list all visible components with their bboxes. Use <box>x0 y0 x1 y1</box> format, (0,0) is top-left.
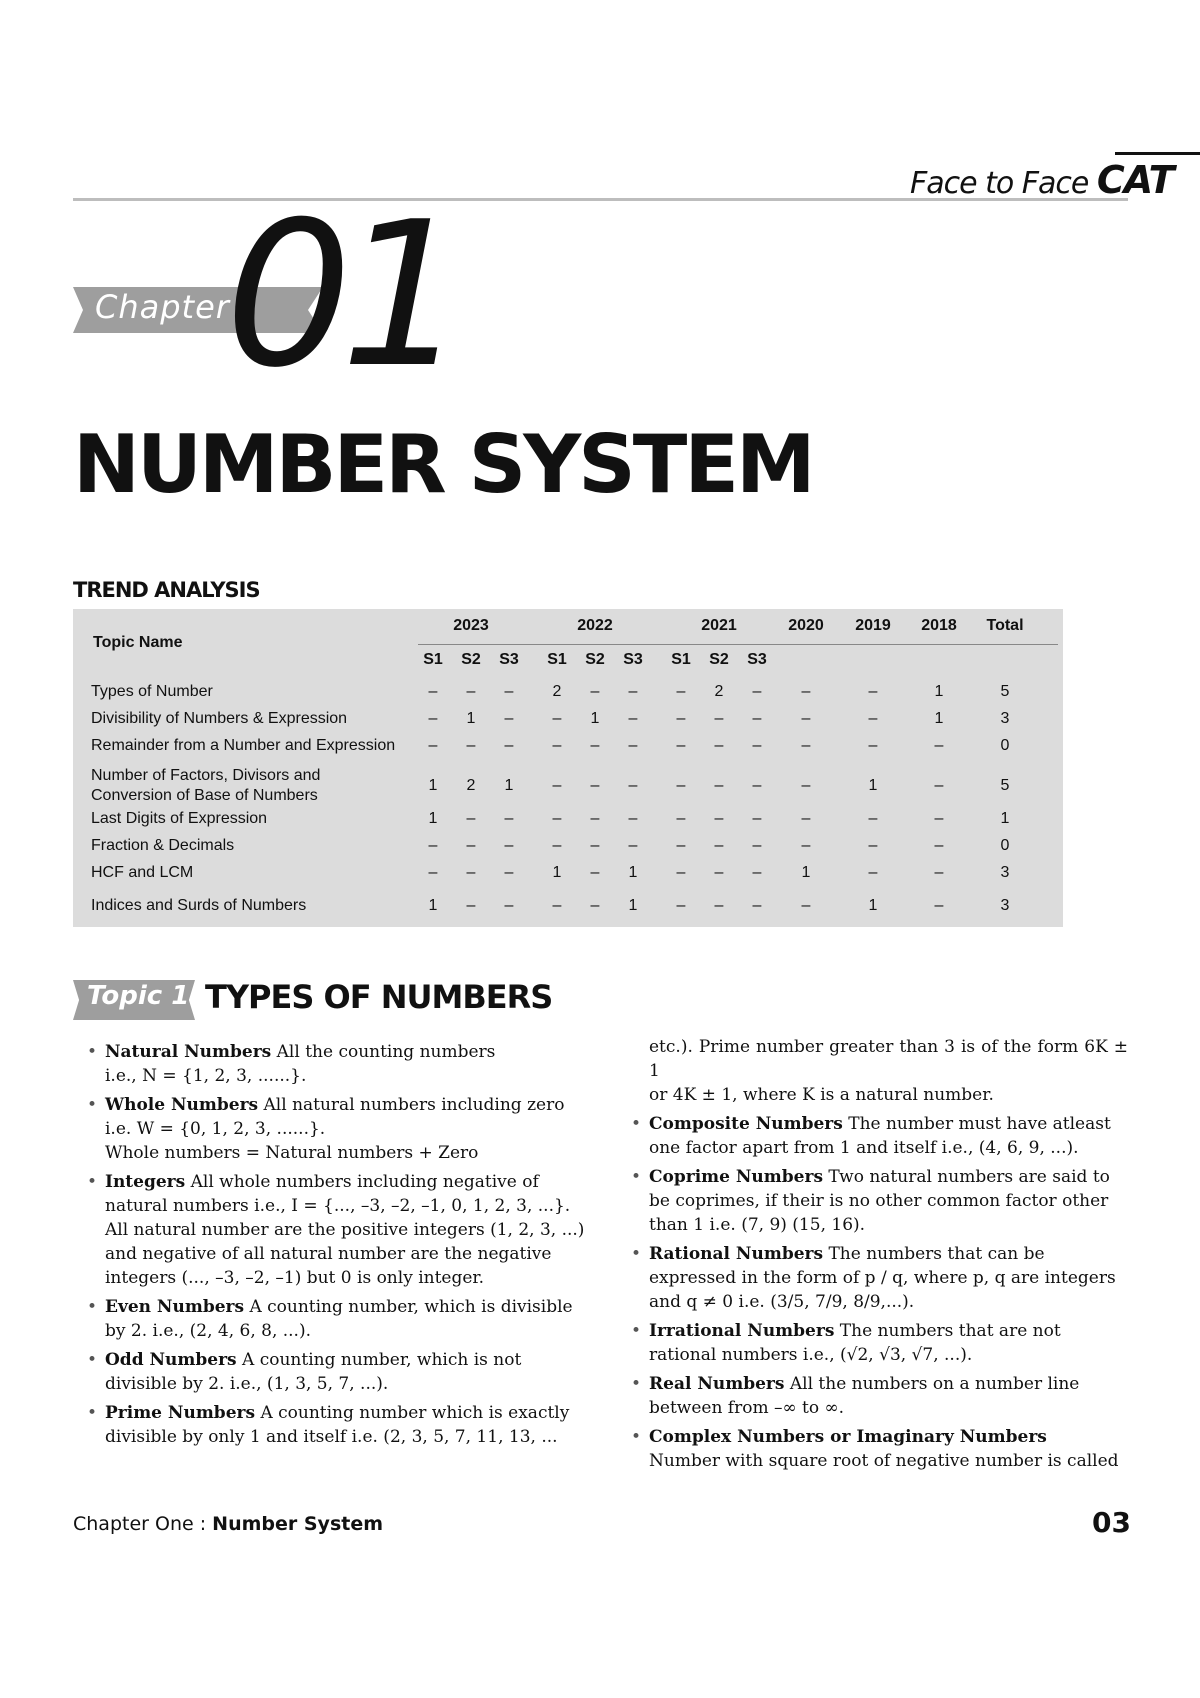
trend-value: – <box>934 864 944 881</box>
trend-value: – <box>752 777 762 794</box>
trend-value: – <box>428 710 438 727</box>
definition-line <box>649 1112 1128 1136</box>
trend-value: – <box>590 683 600 700</box>
definition-item <box>630 1425 1128 1473</box>
definition-line: i.e. W = {0, 1, 2, 3, ......}. <box>105 1119 326 1139</box>
trend-value: – <box>676 864 686 881</box>
trend-value: – <box>590 737 600 754</box>
year-header: 2018 <box>921 617 957 634</box>
definition-line <box>649 1372 1128 1396</box>
definition-item <box>630 1319 1128 1367</box>
session-header: S2 <box>709 651 729 668</box>
trend-value: 1 <box>504 777 514 794</box>
trend-value: – <box>676 837 686 854</box>
definition-text: The numbers that are not <box>834 1321 1061 1341</box>
trend-value: – <box>466 810 476 827</box>
session-header: S3 <box>747 651 767 668</box>
trend-value: – <box>868 864 878 881</box>
topic-name: HCF and LCM <box>91 864 194 881</box>
definition-term: Rational Numbers <box>649 1244 824 1264</box>
trend-value: 1 <box>552 864 562 881</box>
trend-value: – <box>714 737 724 754</box>
trend-value: – <box>752 810 762 827</box>
trend-value: – <box>801 683 811 700</box>
right-column <box>630 1035 1128 1478</box>
trend-value: – <box>934 897 944 914</box>
trend-value: 1 <box>801 864 811 881</box>
trend-value: – <box>801 737 811 754</box>
trend-value: – <box>934 737 944 754</box>
year-header: 2023 <box>453 617 489 634</box>
trend-value: – <box>552 710 562 727</box>
definition-line <box>105 1170 588 1194</box>
definition-line <box>105 1348 588 1372</box>
definition-term: Real Numbers <box>649 1374 785 1394</box>
session-header: S1 <box>547 651 567 668</box>
trend-value: 1 <box>868 777 878 794</box>
trend-value: – <box>676 897 686 914</box>
definition-line: and q ≠ 0 i.e. (3/5, 7/9, 8/9,...). <box>649 1292 915 1312</box>
topic-name: Remainder from a Number and Expression <box>91 737 396 754</box>
definition-item <box>86 1348 588 1396</box>
trend-value: 1 <box>590 710 600 727</box>
definition-item <box>630 1035 1128 1107</box>
trend-value: 5 <box>1000 777 1010 794</box>
definition-line: i.e., N = {1, 2, 3, ......}. <box>105 1066 307 1086</box>
topic-name: Last Digits of Expression <box>91 810 268 827</box>
definition-item <box>86 1401 588 1449</box>
definition-term: Irrational Numbers <box>649 1321 835 1341</box>
trend-value: – <box>714 864 724 881</box>
brand-logo <box>910 158 1174 202</box>
definition-term: Whole Numbers <box>105 1095 259 1115</box>
topic-name: Conversion of Base of Numbers <box>91 787 318 804</box>
trend-value: 5 <box>1000 683 1010 700</box>
trend-value: – <box>590 897 600 914</box>
topic-name-header: Topic Name <box>93 634 183 651</box>
trend-value: 2 <box>552 683 562 700</box>
topic-label: Topic 1 <box>87 981 190 1011</box>
trend-value: – <box>752 710 762 727</box>
trend-value: 3 <box>1000 710 1010 727</box>
chapter-title: NUMBER SYSTEM <box>73 418 813 511</box>
year-header: 2019 <box>855 617 891 634</box>
footer-chapter <box>73 1513 383 1535</box>
trend-value: – <box>868 710 878 727</box>
trend-value: 1 <box>428 777 438 794</box>
trend-value: – <box>590 837 600 854</box>
left-column <box>86 1040 588 1454</box>
definition-item <box>630 1165 1128 1237</box>
trend-value: – <box>628 737 638 754</box>
definition-line <box>649 1165 1128 1189</box>
trend-value: 1 <box>628 897 638 914</box>
definition-line: divisible by 2. i.e., (1, 3, 5, 7, ...). <box>105 1374 389 1394</box>
topic-name: Indices and Surds of Numbers <box>91 897 307 914</box>
trend-value: – <box>590 810 600 827</box>
definition-term: Even Numbers <box>105 1297 245 1317</box>
trend-value: – <box>934 810 944 827</box>
definition-line: than 1 i.e. (7, 9) (15, 16). <box>649 1215 866 1235</box>
definition-line <box>105 1093 588 1117</box>
definition-text: Two natural numbers are said to <box>823 1167 1110 1187</box>
session-header: S1 <box>423 651 443 668</box>
definition-text: The numbers that can be <box>823 1244 1045 1264</box>
trend-value: – <box>868 810 878 827</box>
header-tab-rule <box>1115 152 1200 155</box>
trend-value: – <box>628 810 638 827</box>
definition-text: A counting number which is exactly <box>255 1403 570 1423</box>
trend-value: 1 <box>466 710 476 727</box>
page-number: 03 <box>1092 1506 1131 1539</box>
definition-text: All the counting numbers <box>271 1042 496 1062</box>
definition-line: be coprimes, if their is no other common factor other <box>649 1191 1109 1211</box>
trend-value: – <box>628 710 638 727</box>
definition-text: A counting number, which is divisible <box>244 1297 573 1317</box>
trend-value: – <box>676 810 686 827</box>
trend-value: – <box>504 837 514 854</box>
trend-value: – <box>466 737 476 754</box>
definition-text: All natural numbers including zero <box>258 1095 565 1115</box>
trend-value: – <box>428 837 438 854</box>
trend-value: – <box>934 777 944 794</box>
trend-value: – <box>504 864 514 881</box>
definition-line: rational numbers i.e., (√2, √3, √7, ...). <box>649 1345 973 1365</box>
definition-line: expressed in the form of p / q, where p, q are integers <box>649 1268 1116 1288</box>
brand-suffix: CAT <box>1096 158 1174 202</box>
trend-value: 2 <box>714 683 724 700</box>
definition-line <box>105 1040 588 1064</box>
trend-value: – <box>714 810 724 827</box>
trend-value: – <box>428 683 438 700</box>
trend-value: – <box>428 864 438 881</box>
session-header: S2 <box>585 651 605 668</box>
trend-value: – <box>552 837 562 854</box>
trend-value: – <box>714 837 724 854</box>
definition-line: one factor apart from 1 and itself i.e., (4, 6, 9, ...). <box>649 1138 1079 1158</box>
trend-value: – <box>676 737 686 754</box>
trend-value: – <box>628 777 638 794</box>
trend-value: – <box>466 897 476 914</box>
trend-value: – <box>590 864 600 881</box>
trend-value: – <box>552 897 562 914</box>
definition-line <box>105 1401 588 1425</box>
trend-value: 3 <box>1000 897 1010 914</box>
trend-value: 0 <box>1000 837 1010 854</box>
definition-line: Number with square root of negative number is called <box>649 1451 1119 1471</box>
trend-value: – <box>676 683 686 700</box>
chapter-label: Chapter <box>95 288 230 326</box>
trend-value: 3 <box>1000 864 1010 881</box>
trend-value: – <box>466 683 476 700</box>
trend-value: 1 <box>1000 810 1010 827</box>
trend-value: – <box>868 737 878 754</box>
trend-value: – <box>628 683 638 700</box>
definition-term: Composite Numbers <box>649 1114 843 1134</box>
definition-text: All the numbers on a number line <box>784 1374 1080 1394</box>
trend-value: – <box>868 837 878 854</box>
definition-line: integers (..., –3, –2, –1) but 0 is only integer. <box>105 1268 485 1288</box>
trend-value: – <box>752 737 762 754</box>
trend-value: – <box>552 777 562 794</box>
year-header: 2020 <box>788 617 824 634</box>
trend-value: – <box>714 777 724 794</box>
trend-value: – <box>934 837 944 854</box>
trend-value: – <box>590 777 600 794</box>
trend-table <box>73 609 1063 927</box>
trend-value: – <box>801 837 811 854</box>
year-header: 2021 <box>701 617 737 634</box>
definition-item <box>86 1040 588 1088</box>
trend-value: – <box>552 810 562 827</box>
definition-line: divisible by only 1 and itself i.e. (2, 3, 5, 7, 11, 13, ... <box>105 1427 558 1447</box>
trend-value: – <box>676 777 686 794</box>
definition-term: Coprime Numbers <box>649 1167 824 1187</box>
trend-value: – <box>801 710 811 727</box>
trend-value: – <box>714 710 724 727</box>
trend-value: 1 <box>428 810 438 827</box>
definition-line: Whole numbers = Natural numbers + Zero <box>105 1143 479 1163</box>
definition-line <box>649 1242 1128 1266</box>
trend-value: – <box>628 837 638 854</box>
trend-value: – <box>801 897 811 914</box>
definition-item <box>86 1170 588 1290</box>
definition-line: by 2. i.e., (2, 4, 6, 8, ...). <box>105 1321 312 1341</box>
trend-value: – <box>466 837 476 854</box>
trend-value: – <box>752 897 762 914</box>
definition-term: Natural Numbers <box>105 1042 272 1062</box>
topic-name: Fraction & Decimals <box>91 837 235 854</box>
trend-value: – <box>714 897 724 914</box>
definition-item <box>630 1242 1128 1314</box>
definition-line <box>105 1295 588 1319</box>
trend-value: – <box>504 683 514 700</box>
brand-prefix: Face to Face <box>910 166 1097 201</box>
trend-header-rule <box>418 644 1058 645</box>
session-header: S3 <box>623 651 643 668</box>
definition-item <box>630 1112 1128 1160</box>
definition-text: A counting number, which is not <box>236 1350 522 1370</box>
definition-line <box>649 1319 1128 1343</box>
trend-value: – <box>504 737 514 754</box>
topic-title: TYPES OF NUMBERS <box>205 978 553 1016</box>
definition-item <box>86 1093 588 1165</box>
session-header: S3 <box>499 651 519 668</box>
definition-item <box>630 1372 1128 1420</box>
definition-item <box>86 1295 588 1343</box>
definition-line: natural numbers i.e., I = {..., –3, –2, –1, 0, 1, 2, 3, ...}. <box>105 1196 571 1216</box>
trend-value: – <box>752 837 762 854</box>
trend-value: – <box>868 683 878 700</box>
trend-value: – <box>801 810 811 827</box>
session-header: S1 <box>671 651 691 668</box>
topic-name: Number of Factors, Divisors and <box>91 767 321 784</box>
definition-text: All whole numbers including negative of <box>185 1172 539 1192</box>
trend-value: 2 <box>466 777 476 794</box>
definition-term: Odd Numbers <box>105 1350 237 1370</box>
year-header: 2022 <box>577 617 613 634</box>
session-header: S2 <box>461 651 481 668</box>
trend-value: – <box>676 710 686 727</box>
trend-value: – <box>428 737 438 754</box>
trend-value: – <box>752 864 762 881</box>
trend-value: – <box>552 737 562 754</box>
trend-value: – <box>504 710 514 727</box>
definition-line: between from –∞ to ∞. <box>649 1398 845 1418</box>
year-header: Total <box>986 617 1024 634</box>
trend-heading: TREND ANALYSIS <box>73 578 260 602</box>
trend-value: 1 <box>428 897 438 914</box>
topic-name: Divisibility of Numbers & Expression <box>91 710 348 727</box>
definition-line <box>649 1425 1128 1449</box>
definition-line: and negative of all natural number are the negative <box>105 1244 552 1264</box>
trend-value: – <box>466 864 476 881</box>
trend-value: 1 <box>934 710 944 727</box>
trend-value: 1 <box>628 864 638 881</box>
trend-value: – <box>801 777 811 794</box>
definition-text: The number must have atleast <box>842 1114 1111 1134</box>
trend-value: – <box>504 810 514 827</box>
trend-value: 1 <box>868 897 878 914</box>
trend-value: 0 <box>1000 737 1010 754</box>
definition-term: Complex Numbers or Imaginary Numbers <box>649 1427 1047 1447</box>
topic-name: Types of Number <box>91 683 213 700</box>
footer-chapter-prefix: Chapter One : <box>73 1513 213 1535</box>
definition-line: or 4K ± 1, where K is a natural number. <box>649 1085 994 1105</box>
chapter-number: 01 <box>225 179 456 412</box>
trend-value: – <box>752 683 762 700</box>
footer-chapter-name: Number System <box>212 1513 384 1535</box>
definition-term: Prime Numbers <box>105 1403 256 1423</box>
definition-line: etc.). Prime number greater than 3 is of the form 6K ± 1 <box>649 1037 1128 1081</box>
trend-value: 1 <box>934 683 944 700</box>
definition-line: All natural number are the positive integers (1, 2, 3, ...) <box>105 1220 585 1240</box>
trend-value: – <box>504 897 514 914</box>
definition-term: Integers <box>105 1172 186 1192</box>
